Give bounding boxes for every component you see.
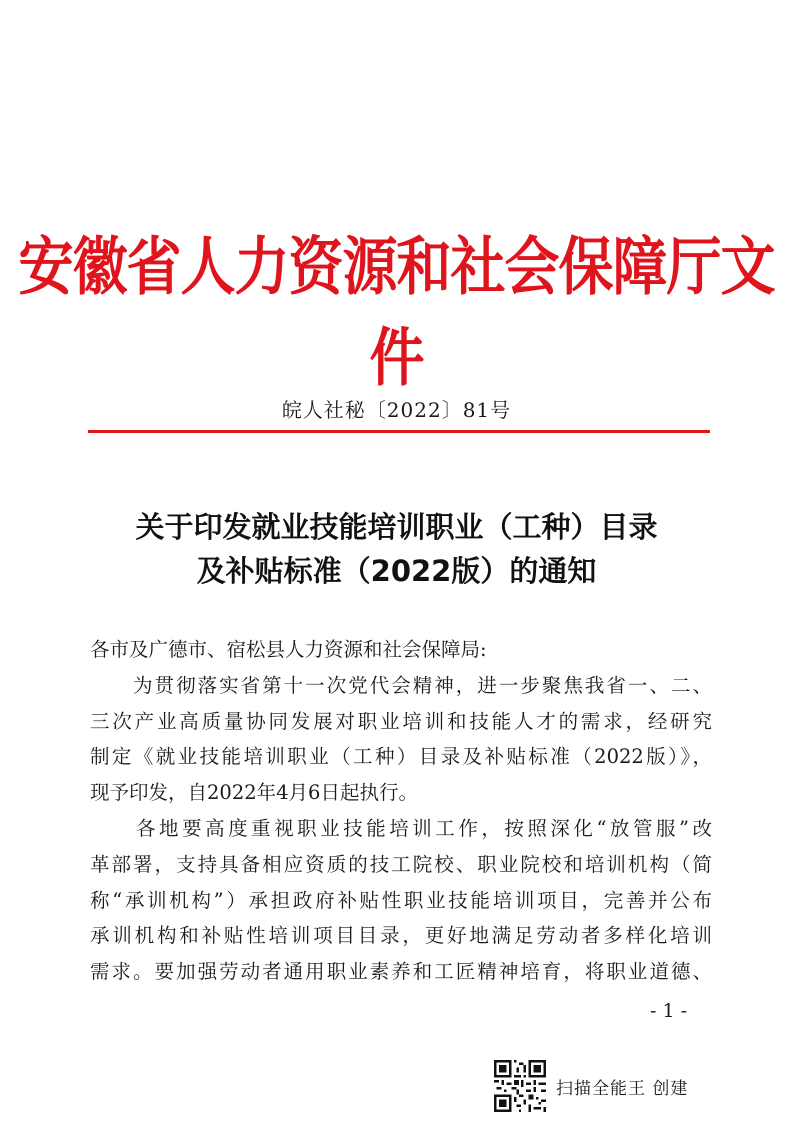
red-divider-line [88,430,710,433]
body-line: 革部署，支持具备相应资质的技工院校、职业院校和培训机构（简 [90,852,712,876]
scanner-watermark: 扫描全能王 创建 [556,1079,689,1099]
body-line: 现予印发，自2022年4月6日起执行。 [90,781,418,805]
qr-code-icon [494,1060,546,1112]
body-line: 为贯彻落实省第十一次党代会精神，进一步聚焦我省一、二、 [90,673,712,697]
body-line: 承训机构和补贴性培训项目目录，更好地满足劳动者多样化培训 [90,924,712,948]
body-line: 称“承训机构”）承担政府补贴性职业技能培训项目，完善并公布 [90,888,712,912]
notice-title-line-2: 及补贴标准（2022版）的通知 [196,554,597,588]
body-line: 需求。要加强劳动者通用职业素养和工匠精神培育，将职业道德、 [90,960,712,984]
document-number: 皖人社秘〔2022〕81号 [281,398,512,422]
body-line: 三次产业高质量协同发展对职业培训和技能人才的需求，经研究 [90,709,712,733]
notice-title-line-1: 关于印发就业技能培训职业（工种）目录 [135,510,658,544]
notice-body [90,632,712,990]
page-number: - 1 - [650,1000,688,1022]
notice-title [0,505,793,593]
body-line: 各地要高度重视职业技能培训工作，按照深化“放管服”改 [90,816,712,840]
body-line: 制定《就业技能培训职业（工种）目录及补贴标准（2022版）》， [90,745,712,769]
addressee: 各市及广德市、宿松县人力资源和社会保障局: [90,638,487,661]
agency-header-title: 安徽省人力资源和社会保障厅文件 [18,229,775,395]
